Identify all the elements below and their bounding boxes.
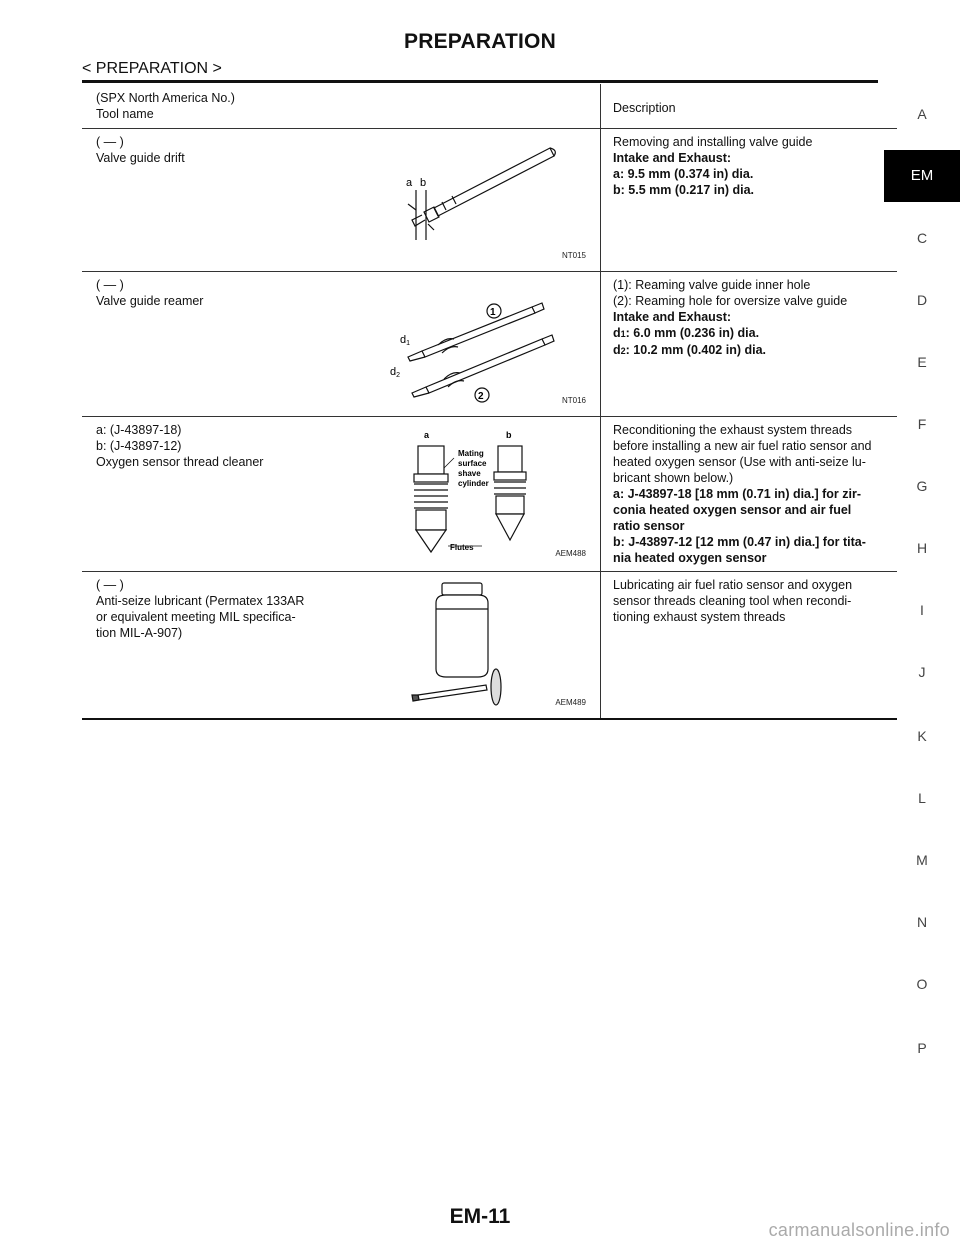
- description-line: d1: 6.0 mm (0.236 in) dia.: [613, 326, 760, 340]
- tab-n[interactable]: N: [916, 914, 928, 930]
- description-line: a: J-43897-18 [18 mm (0.71 in) dia.] for zir-: [613, 487, 862, 501]
- tab-em[interactable]: EM: [884, 150, 960, 202]
- description-line: b: 5.5 mm (0.217 in) dia.: [613, 183, 755, 197]
- figure-callout-2: 2: [478, 391, 484, 402]
- tool-name-cell: [82, 129, 374, 272]
- description-line: bricant shown below.): [613, 471, 734, 485]
- lubricant-bottle-illustration: [382, 577, 592, 713]
- tab-g[interactable]: G: [916, 478, 928, 494]
- tab-p[interactable]: P: [917, 1040, 927, 1056]
- tool-name: Valve guide drift: [96, 151, 185, 165]
- tool-description-cell: [601, 572, 898, 720]
- tool-figure-cell: [374, 272, 601, 417]
- tool-number: a: (J-43897-18): [96, 423, 182, 437]
- description-line: b: J-43897-12 [12 mm (0.47 in) dia.] for tita-: [613, 535, 866, 549]
- tool-name: or equivalent meeting MIL specifica-: [96, 610, 296, 624]
- tool-figure-cell: [374, 572, 601, 720]
- figure-label-cylinder: cylinder: [458, 479, 489, 488]
- figure-code: AEM489: [555, 698, 586, 707]
- tool-name-cell: [82, 572, 374, 720]
- watermark-text: carmanualsonline.info: [768, 1220, 950, 1240]
- tool-description-cell: [601, 417, 898, 572]
- figure-label-d2: d2: [390, 366, 401, 379]
- tool-number: b: (J-43897-12): [96, 439, 182, 453]
- description-line: Lubricating air fuel ratio sensor and oxygen: [613, 578, 853, 592]
- figure-label-shave: shave: [458, 469, 481, 478]
- tool-name: Anti-seize lubricant (Permatex 133AR: [96, 594, 305, 608]
- table-row: [82, 572, 897, 720]
- tool-number: ( — ): [96, 278, 124, 292]
- tab-i[interactable]: I: [920, 602, 924, 618]
- tool-number: ( — ): [96, 578, 124, 592]
- description-line: d2: 10.2 mm (0.402 in) dia.: [613, 343, 766, 357]
- tool-description-cell: [601, 272, 898, 417]
- tools-table-container: [82, 84, 878, 720]
- section-index-tabs: [884, 0, 960, 1242]
- tool-name: Oxygen sensor thread cleaner: [96, 455, 264, 469]
- description-line: sensor threads cleaning tool when recondi-: [613, 594, 852, 608]
- description-line: a: 9.5 mm (0.374 in) dia.: [613, 167, 754, 181]
- thread-cleaner-illustration: [382, 422, 592, 564]
- table-row: [82, 272, 897, 417]
- tab-f[interactable]: F: [917, 416, 927, 432]
- description-line: Intake and Exhaust:: [613, 310, 732, 324]
- description-line: (2): Reaming hole for oversize valve guide: [613, 294, 848, 308]
- tools-table: [82, 84, 897, 720]
- tool-name: Valve guide reamer: [96, 294, 204, 308]
- tab-a[interactable]: A: [917, 106, 927, 122]
- tab-k[interactable]: K: [917, 728, 927, 744]
- tool-name-cell: [82, 417, 374, 572]
- tool-name-cell: [82, 272, 374, 417]
- figure-label-surface: surface: [458, 459, 487, 468]
- tab-o[interactable]: O: [916, 976, 928, 992]
- figure-code: NT015: [561, 251, 586, 260]
- tool-name: tion MIL-A-907): [96, 626, 183, 640]
- header-description: Description: [601, 84, 898, 129]
- tool-figure-cell: [374, 417, 601, 572]
- figure-label-b: b: [420, 177, 427, 189]
- header-tool-line: (SPX North America No.): [96, 91, 235, 105]
- oxygen-sensor-cleaner-figure: [382, 422, 592, 564]
- figure-code: AEM488: [555, 549, 586, 558]
- header-tool-line: Tool name: [96, 107, 154, 121]
- valve-guide-reamer-illustration: [382, 277, 592, 411]
- figure-code: NT016: [561, 396, 586, 405]
- figure-label-a: a: [406, 177, 413, 189]
- page-number: EM-11: [449, 1205, 511, 1228]
- tab-h[interactable]: H: [916, 540, 928, 556]
- header-figure-column: [374, 84, 601, 129]
- tool-figure-cell: [374, 129, 601, 272]
- page-title: PREPARATION: [404, 30, 556, 53]
- valve-guide-reamer-figure: [382, 277, 592, 411]
- tab-j[interactable]: J: [918, 664, 926, 680]
- tab-d[interactable]: D: [916, 292, 928, 308]
- description-line: (1): Reaming valve guide inner hole: [613, 278, 811, 292]
- figure-label-flutes: Flutes: [450, 543, 474, 552]
- description-line: Removing and installing valve guide: [613, 135, 813, 149]
- table-row: [82, 129, 897, 272]
- table-row: [82, 417, 897, 572]
- tab-m[interactable]: M: [916, 852, 928, 868]
- valve-guide-drift-figure: [382, 134, 592, 266]
- description-line: Reconditioning the exhaust system threads: [613, 423, 853, 437]
- tab-c[interactable]: C: [916, 230, 928, 246]
- valve-guide-drift-illustration: [382, 134, 592, 266]
- description-line: ratio sensor: [613, 519, 685, 533]
- description-line: nia heated oxygen sensor: [613, 551, 767, 565]
- figure-label-a: a: [424, 430, 430, 440]
- description-line: conia heated oxygen sensor and air fuel: [613, 503, 852, 517]
- tab-l[interactable]: L: [918, 790, 926, 806]
- description-line: heated oxygen sensor (Use with anti-seize lu-: [613, 455, 866, 469]
- tab-e[interactable]: E: [917, 354, 927, 370]
- figure-label-mating: Mating: [458, 449, 484, 458]
- tool-number: ( — ): [96, 135, 124, 149]
- figure-callout-1: 1: [490, 307, 496, 318]
- header-rule: [82, 80, 878, 83]
- section-breadcrumb: < PREPARATION >: [82, 60, 222, 77]
- table-header-row: [82, 84, 897, 129]
- figure-label-d1: d1: [400, 334, 411, 347]
- description-line: tioning exhaust system threads: [613, 610, 786, 624]
- header-tool-column: [82, 84, 374, 129]
- description-line: before installing a new air fuel ratio sensor and: [613, 439, 872, 453]
- figure-label-b: b: [506, 430, 512, 440]
- tool-description-cell: [601, 129, 898, 272]
- anti-seize-lubricant-figure: [382, 577, 592, 713]
- description-line: Intake and Exhaust:: [613, 151, 732, 165]
